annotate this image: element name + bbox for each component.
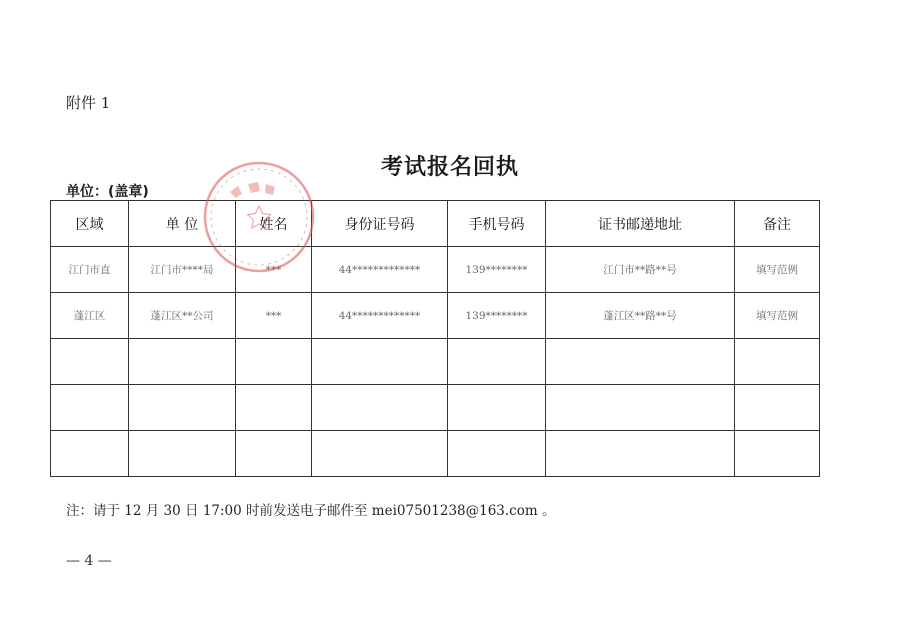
table-cell	[236, 339, 312, 385]
table-cell	[51, 431, 129, 477]
table-cell	[129, 431, 236, 477]
table-cell	[312, 385, 448, 431]
table-cell: 44*************	[312, 247, 448, 293]
header-id-number: 身份证号码	[312, 201, 448, 247]
table-row	[51, 339, 820, 385]
registration-table	[50, 200, 820, 477]
table-cell	[129, 339, 236, 385]
table-row	[51, 293, 820, 339]
submission-note: 注：请于 12 月 30 日 17:00 时前发送电子邮件至 mei07501238@163.com 。	[66, 503, 556, 519]
table-cell	[51, 339, 129, 385]
table-cell	[546, 339, 735, 385]
table-cell: 江门市****局	[129, 247, 236, 293]
table-cell	[546, 431, 735, 477]
table-cell	[448, 385, 546, 431]
table-cell	[735, 431, 820, 477]
table-cell	[236, 431, 312, 477]
table-row	[51, 247, 820, 293]
table-cell: 139********	[448, 247, 546, 293]
header-mail-address: 证书邮递地址	[546, 201, 735, 247]
table-cell: ***	[236, 247, 312, 293]
header-unit: 单 位	[129, 201, 236, 247]
table-cell: ***	[236, 293, 312, 339]
unit-seal-label: 单位：(盖章)	[66, 184, 149, 200]
table-cell: 填写范例	[735, 247, 820, 293]
table-cell: 江门市**路**号	[546, 247, 735, 293]
table-cell	[735, 339, 820, 385]
table-cell	[312, 431, 448, 477]
table-cell	[448, 339, 546, 385]
table-cell	[312, 339, 448, 385]
header-name: 姓名	[236, 201, 312, 247]
attachment-label: 附件 1	[66, 94, 111, 112]
table-cell	[51, 385, 129, 431]
table-cell	[448, 431, 546, 477]
table-cell	[735, 385, 820, 431]
header-remarks: 备注	[735, 201, 820, 247]
table-cell: 江门市直	[51, 247, 129, 293]
header-region: 区域	[51, 201, 129, 247]
header-phone: 手机号码	[448, 201, 546, 247]
table-cell	[129, 385, 236, 431]
table-row	[51, 385, 820, 431]
table-cell: 44*************	[312, 293, 448, 339]
table-cell: 蓬江区	[51, 293, 129, 339]
table-cell: 填写范例	[735, 293, 820, 339]
table-header-row	[51, 201, 820, 247]
table-row	[51, 431, 820, 477]
form-title: 考试报名回执	[380, 155, 519, 180]
page-number: — 4 —	[66, 553, 112, 569]
table-cell	[236, 385, 312, 431]
table-cell	[546, 385, 735, 431]
table-cell: 蓬江区**公司	[129, 293, 236, 339]
table-cell: 蓬江区**路**号	[546, 293, 735, 339]
table-cell: 139********	[448, 293, 546, 339]
